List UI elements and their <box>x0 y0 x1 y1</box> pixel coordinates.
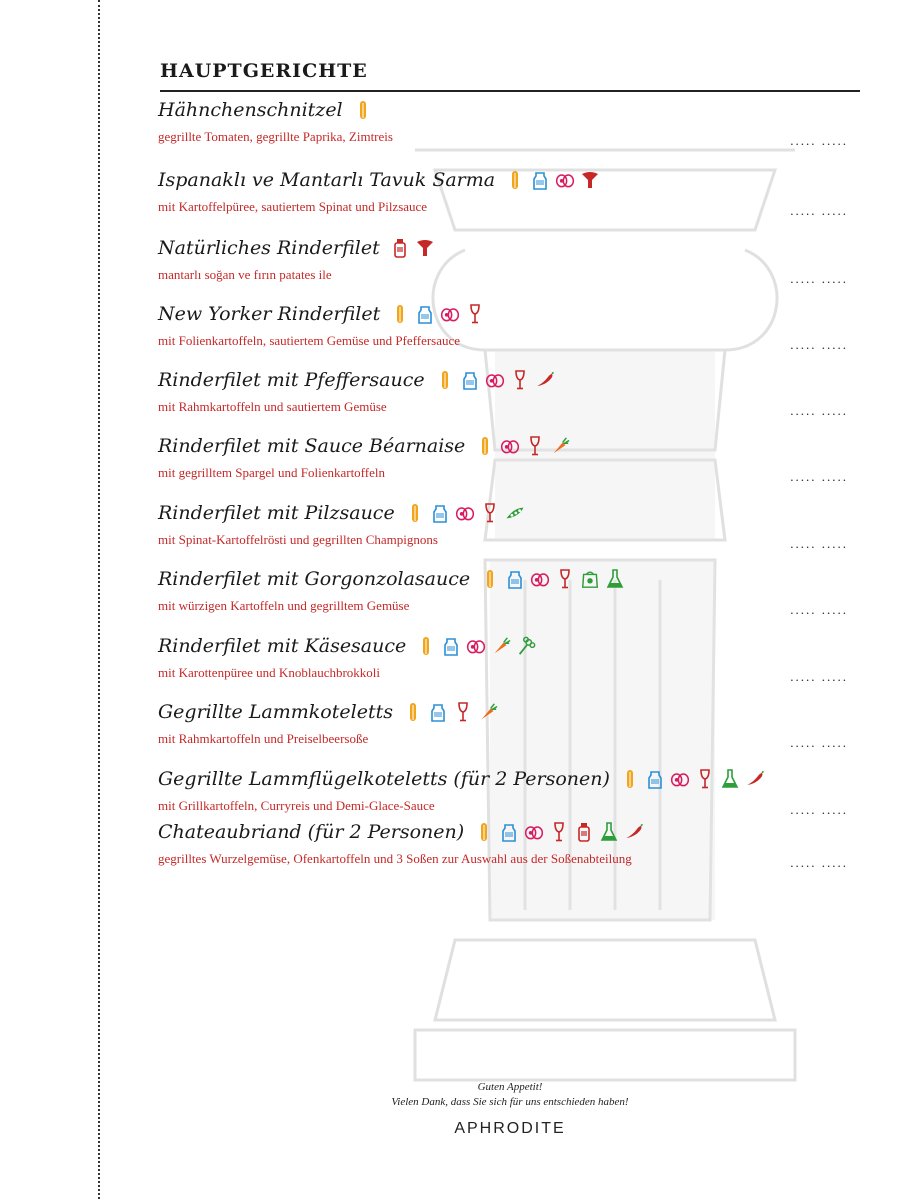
menu-item <box>158 165 858 225</box>
flask-icon <box>599 821 619 843</box>
menu-item <box>158 498 858 558</box>
item-description: mit Kartoffelpüree, sautiertem Spinat und Pilzsauce <box>158 199 428 214</box>
egg-icon <box>455 502 475 524</box>
carrot-icon <box>491 635 511 657</box>
item-price: ..... ..... <box>790 469 848 484</box>
wheat-icon <box>475 435 495 457</box>
item-price: ..... ..... <box>790 403 848 418</box>
menu-item <box>158 95 858 155</box>
mustard-bag-icon <box>580 568 600 590</box>
item-description: mit Karottenpüree und Knoblauchbrokkoli <box>158 665 381 680</box>
chili-icon <box>624 821 644 843</box>
item-price: ..... ..... <box>790 602 848 617</box>
footer-greeting: Guten Appetit! <box>477 1081 543 1093</box>
item-name: Natürliches Rinderfilet <box>158 237 380 259</box>
milk-icon <box>645 768 665 790</box>
celery-icon <box>516 635 536 657</box>
wine-glass-icon <box>695 768 715 790</box>
allergen-icons <box>416 635 536 657</box>
allergen-icons <box>480 568 625 590</box>
item-name: Chateaubriand (für 2 Personen) <box>158 821 465 843</box>
item-name: New Yorker Rinderfilet <box>158 303 381 325</box>
wheat-icon <box>480 568 500 590</box>
item-name: Gegrillte Lammflügelkoteletts (für 2 Personen) <box>158 768 610 790</box>
item-description: mit gegrilltem Spargel und Folienkartoffeln <box>158 465 385 480</box>
wine-glass-icon <box>525 435 545 457</box>
egg-icon <box>466 635 486 657</box>
egg-icon <box>524 821 544 843</box>
menu-item <box>158 817 858 877</box>
menu-item <box>158 431 858 491</box>
wine-glass-icon <box>465 303 485 325</box>
wheat-icon <box>620 768 640 790</box>
item-price: ..... ..... <box>790 203 848 218</box>
allergen-icons <box>620 768 765 790</box>
allergen-icons <box>405 502 525 524</box>
chili-icon <box>745 768 765 790</box>
egg-icon <box>530 568 550 590</box>
item-name: Ispanaklı ve Mantarlı Tavuk Sarma <box>158 169 496 191</box>
egg-icon <box>670 768 690 790</box>
wine-glass-icon <box>549 821 569 843</box>
allergen-icons <box>353 99 373 121</box>
item-name: Rinderfilet mit Gorgonzolasauce <box>158 568 471 590</box>
item-name: Rinderfilet mit Käsesauce <box>158 635 407 657</box>
allergen-icons <box>474 821 644 843</box>
wheat-icon <box>435 369 455 391</box>
wheat-icon <box>416 635 436 657</box>
pea-icon <box>505 502 525 524</box>
milk-icon <box>441 635 461 657</box>
wheat-icon <box>474 821 494 843</box>
item-price: ..... ..... <box>790 855 848 870</box>
item-description: mit Rahmkartoffeln und Preiselbeersoße <box>158 731 369 746</box>
egg-icon <box>485 369 505 391</box>
wine-glass-icon <box>510 369 530 391</box>
item-description: mit Rahmkartoffeln und sautiertem Gemüse <box>158 399 387 414</box>
item-description: mantarlı soğan ve fırın patates ile <box>158 267 332 282</box>
mushroom-icon <box>415 237 435 259</box>
wine-glass-icon <box>480 502 500 524</box>
menu-item <box>158 764 858 824</box>
sauce-bottle-icon <box>574 821 594 843</box>
section-header <box>160 58 860 92</box>
egg-icon <box>555 169 575 191</box>
item-description: gegrillte Tomaten, gegrillte Paprika, Zimtreis <box>158 129 393 144</box>
item-description: mit Folienkartoffeln, sautiertem Gemüse und Pfeffersauce <box>158 333 461 348</box>
milk-icon <box>530 169 550 191</box>
item-name: Rinderfilet mit Sauce Béarnaise <box>158 435 466 457</box>
milk-icon <box>460 369 480 391</box>
allergen-icons <box>390 237 435 259</box>
footer <box>300 1080 720 1138</box>
chili-icon <box>535 369 555 391</box>
carrot-icon <box>478 701 498 723</box>
item-name: Rinderfilet mit Pilzsauce <box>158 502 395 524</box>
menu-item <box>158 365 858 425</box>
item-price: ..... ..... <box>790 536 848 551</box>
allergen-icons <box>435 369 555 391</box>
allergen-icons <box>403 701 498 723</box>
allergen-icons <box>475 435 570 457</box>
page-dotted-border <box>98 0 100 1199</box>
menu-item <box>158 697 858 757</box>
item-name: Hähnchenschnitzel <box>158 99 343 121</box>
item-description: mit würzigen Kartoffeln und gegrilltem Gemüse <box>158 598 410 613</box>
flask-icon <box>605 568 625 590</box>
item-description: mit Grillkartoffeln, Curryreis und Demi-Glace-Sauce <box>158 798 435 813</box>
item-name: Gegrillte Lammkoteletts <box>158 701 393 723</box>
milk-icon <box>428 701 448 723</box>
wheat-icon <box>405 502 425 524</box>
sauce-bottle-icon <box>390 237 410 259</box>
menu-item <box>158 631 858 691</box>
wheat-icon <box>505 169 525 191</box>
egg-icon <box>440 303 460 325</box>
wheat-icon <box>403 701 423 723</box>
item-price: ..... ..... <box>790 669 848 684</box>
wheat-icon <box>353 99 373 121</box>
footer-thanks: Vielen Dank, dass Sie sich für uns entschieden haben! <box>391 1096 629 1108</box>
item-price: ..... ..... <box>790 133 848 148</box>
allergen-icons <box>505 169 600 191</box>
flask-icon <box>720 768 740 790</box>
item-price: ..... ..... <box>790 271 848 286</box>
milk-icon <box>499 821 519 843</box>
item-name: Rinderfilet mit Pfeffersauce <box>158 369 425 391</box>
item-description: gegrilltes Wurzelgemüse, Ofenkartoffeln und 3 Soßen zur Auswahl aus der Soßenabteilung <box>158 851 632 866</box>
milk-icon <box>430 502 450 524</box>
brand-name: APHRODITE <box>454 1120 566 1137</box>
wheat-icon <box>390 303 410 325</box>
menu-item <box>158 233 858 293</box>
menu-item <box>158 564 858 624</box>
item-price: ..... ..... <box>790 337 848 352</box>
menu-item <box>158 299 858 359</box>
mushroom-icon <box>580 169 600 191</box>
item-price: ..... ..... <box>790 735 848 750</box>
item-price: ..... ..... <box>790 802 848 817</box>
section-title: HAUPTGERICHTE <box>160 60 368 82</box>
wine-glass-icon <box>555 568 575 590</box>
milk-icon <box>415 303 435 325</box>
wine-glass-icon <box>453 701 473 723</box>
egg-icon <box>500 435 520 457</box>
milk-icon <box>505 568 525 590</box>
carrot-icon <box>550 435 570 457</box>
allergen-icons <box>390 303 485 325</box>
item-description: mit Spinat-Kartoffelrösti und gegrillten Champignons <box>158 532 438 547</box>
